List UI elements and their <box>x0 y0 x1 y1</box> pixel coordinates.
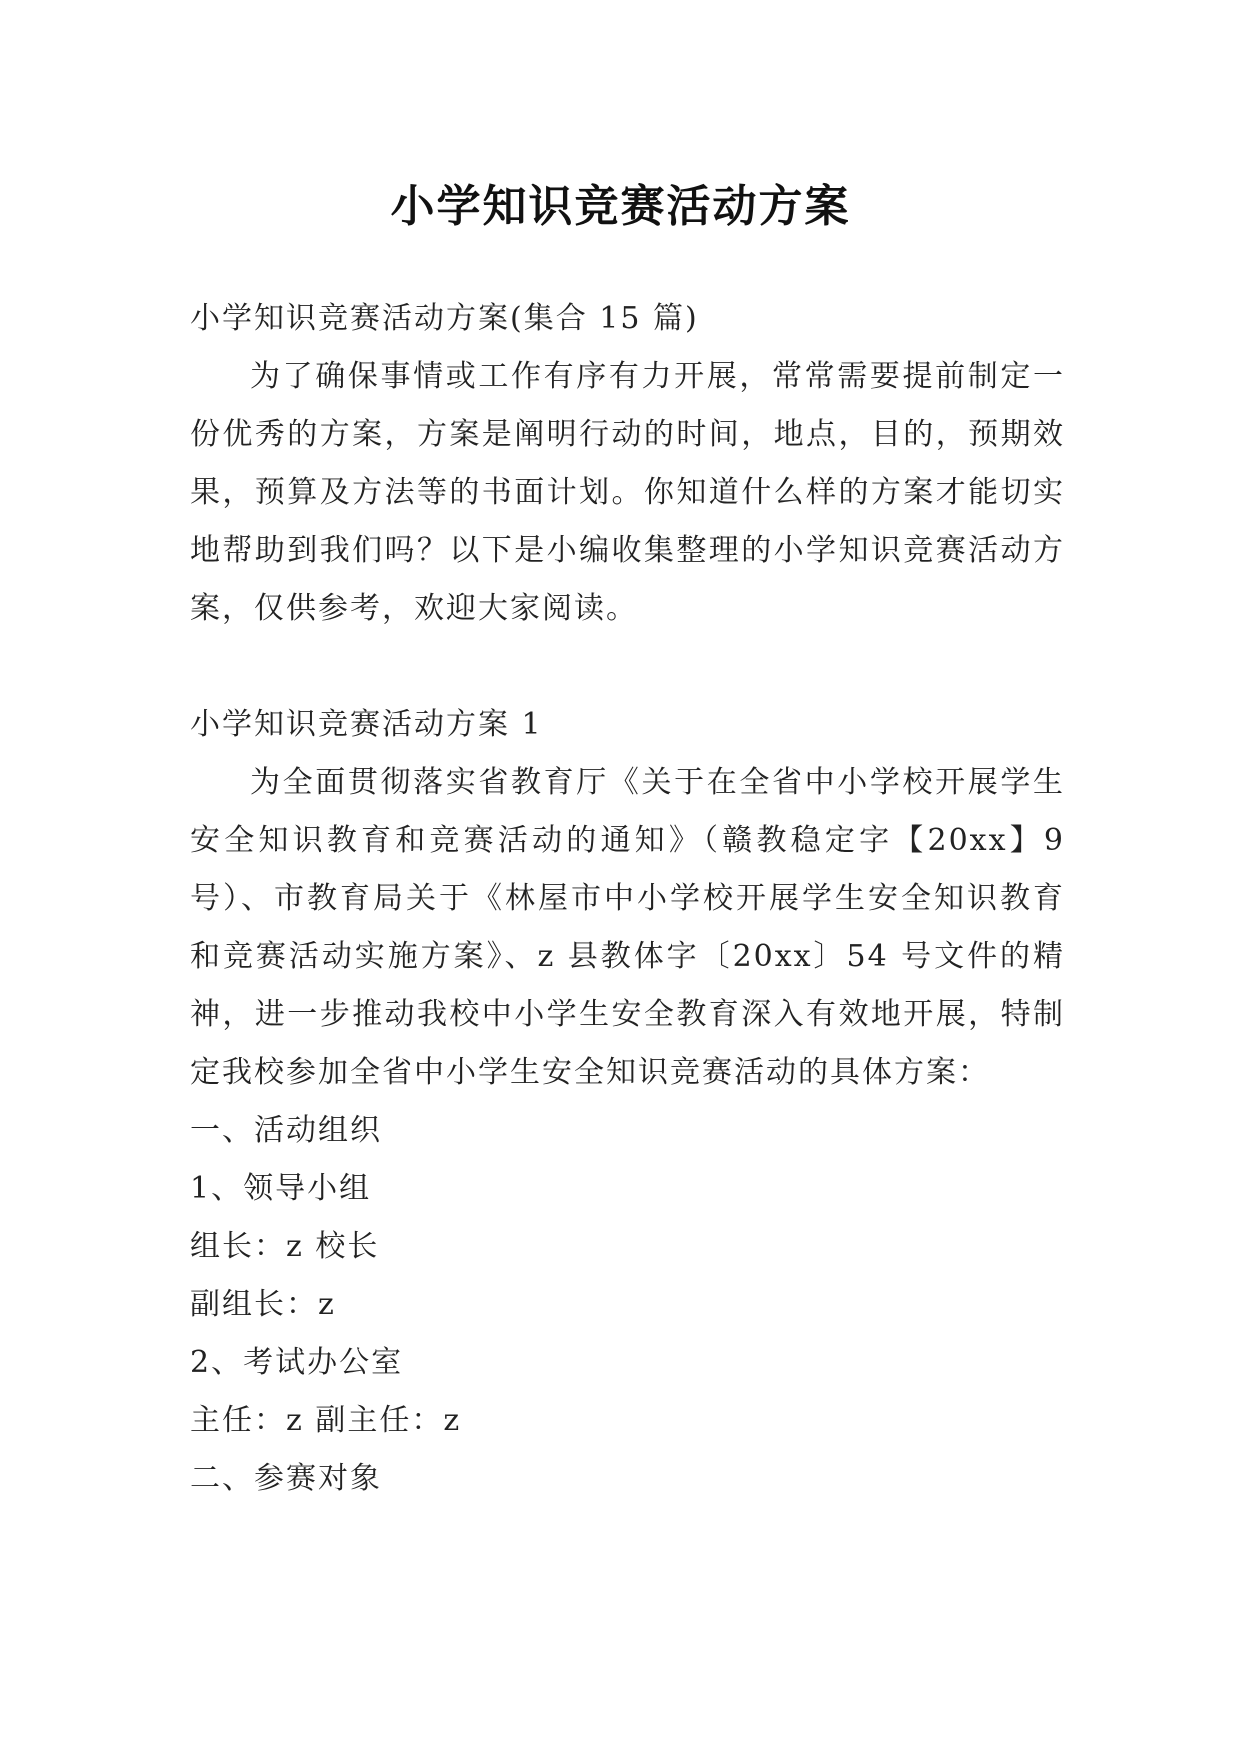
list-item-leadership-group: 1、领导小组 <box>190 1171 372 1206</box>
list-item-deputy-leader: 副组长：z <box>190 1287 336 1322</box>
list-item-group-leader: 组长：z 校长 <box>190 1229 380 1264</box>
list-item-exam-office: 2、考试办公室 <box>190 1345 404 1380</box>
list-item-director: 主任：z 副主任：z <box>190 1403 462 1438</box>
intro-paragraph: 为了确保事情或工作有序有力开展，常常需要提前制定一份优秀的方案，方案是阐明行动的时间，地点，目的，预期效果，预算及方法等的书面计划。你知道什么样的方案才能切实地帮助到我们吗？以下是小编收集整理的小学知识竞赛活动方案，仅供参考，欢迎大家阅读。 <box>190 359 1065 626</box>
list-item-activity-organization: 一、活动组织 <box>190 1113 382 1148</box>
section-paragraph: 为全面贯彻落实省教育厅《关于在全省中小学校开展学生安全知识教育和竞赛活动的通知》（赣教稳定字【20xx】9号）、市教育局关于《林屋市中小学校开展学生安全知识教育和竞赛活动实施方案》、z 县教体字〔20xx〕54 号文件的精神，进一步推动我校中小学生安全教育深入有效地开展，特制定我校参加全省中小学生安全知识竞赛活动的具体方案： <box>190 765 1065 1090</box>
list-item-participants: 二、参赛对象 <box>190 1461 382 1496</box>
document-subtitle: 小学知识竞赛活动方案(集合 15 篇) <box>190 301 699 336</box>
section-heading: 小学知识竞赛活动方案 1 <box>190 707 543 742</box>
document-body <box>190 290 1065 1508</box>
document-title: 小学知识竞赛活动方案 <box>390 181 851 233</box>
